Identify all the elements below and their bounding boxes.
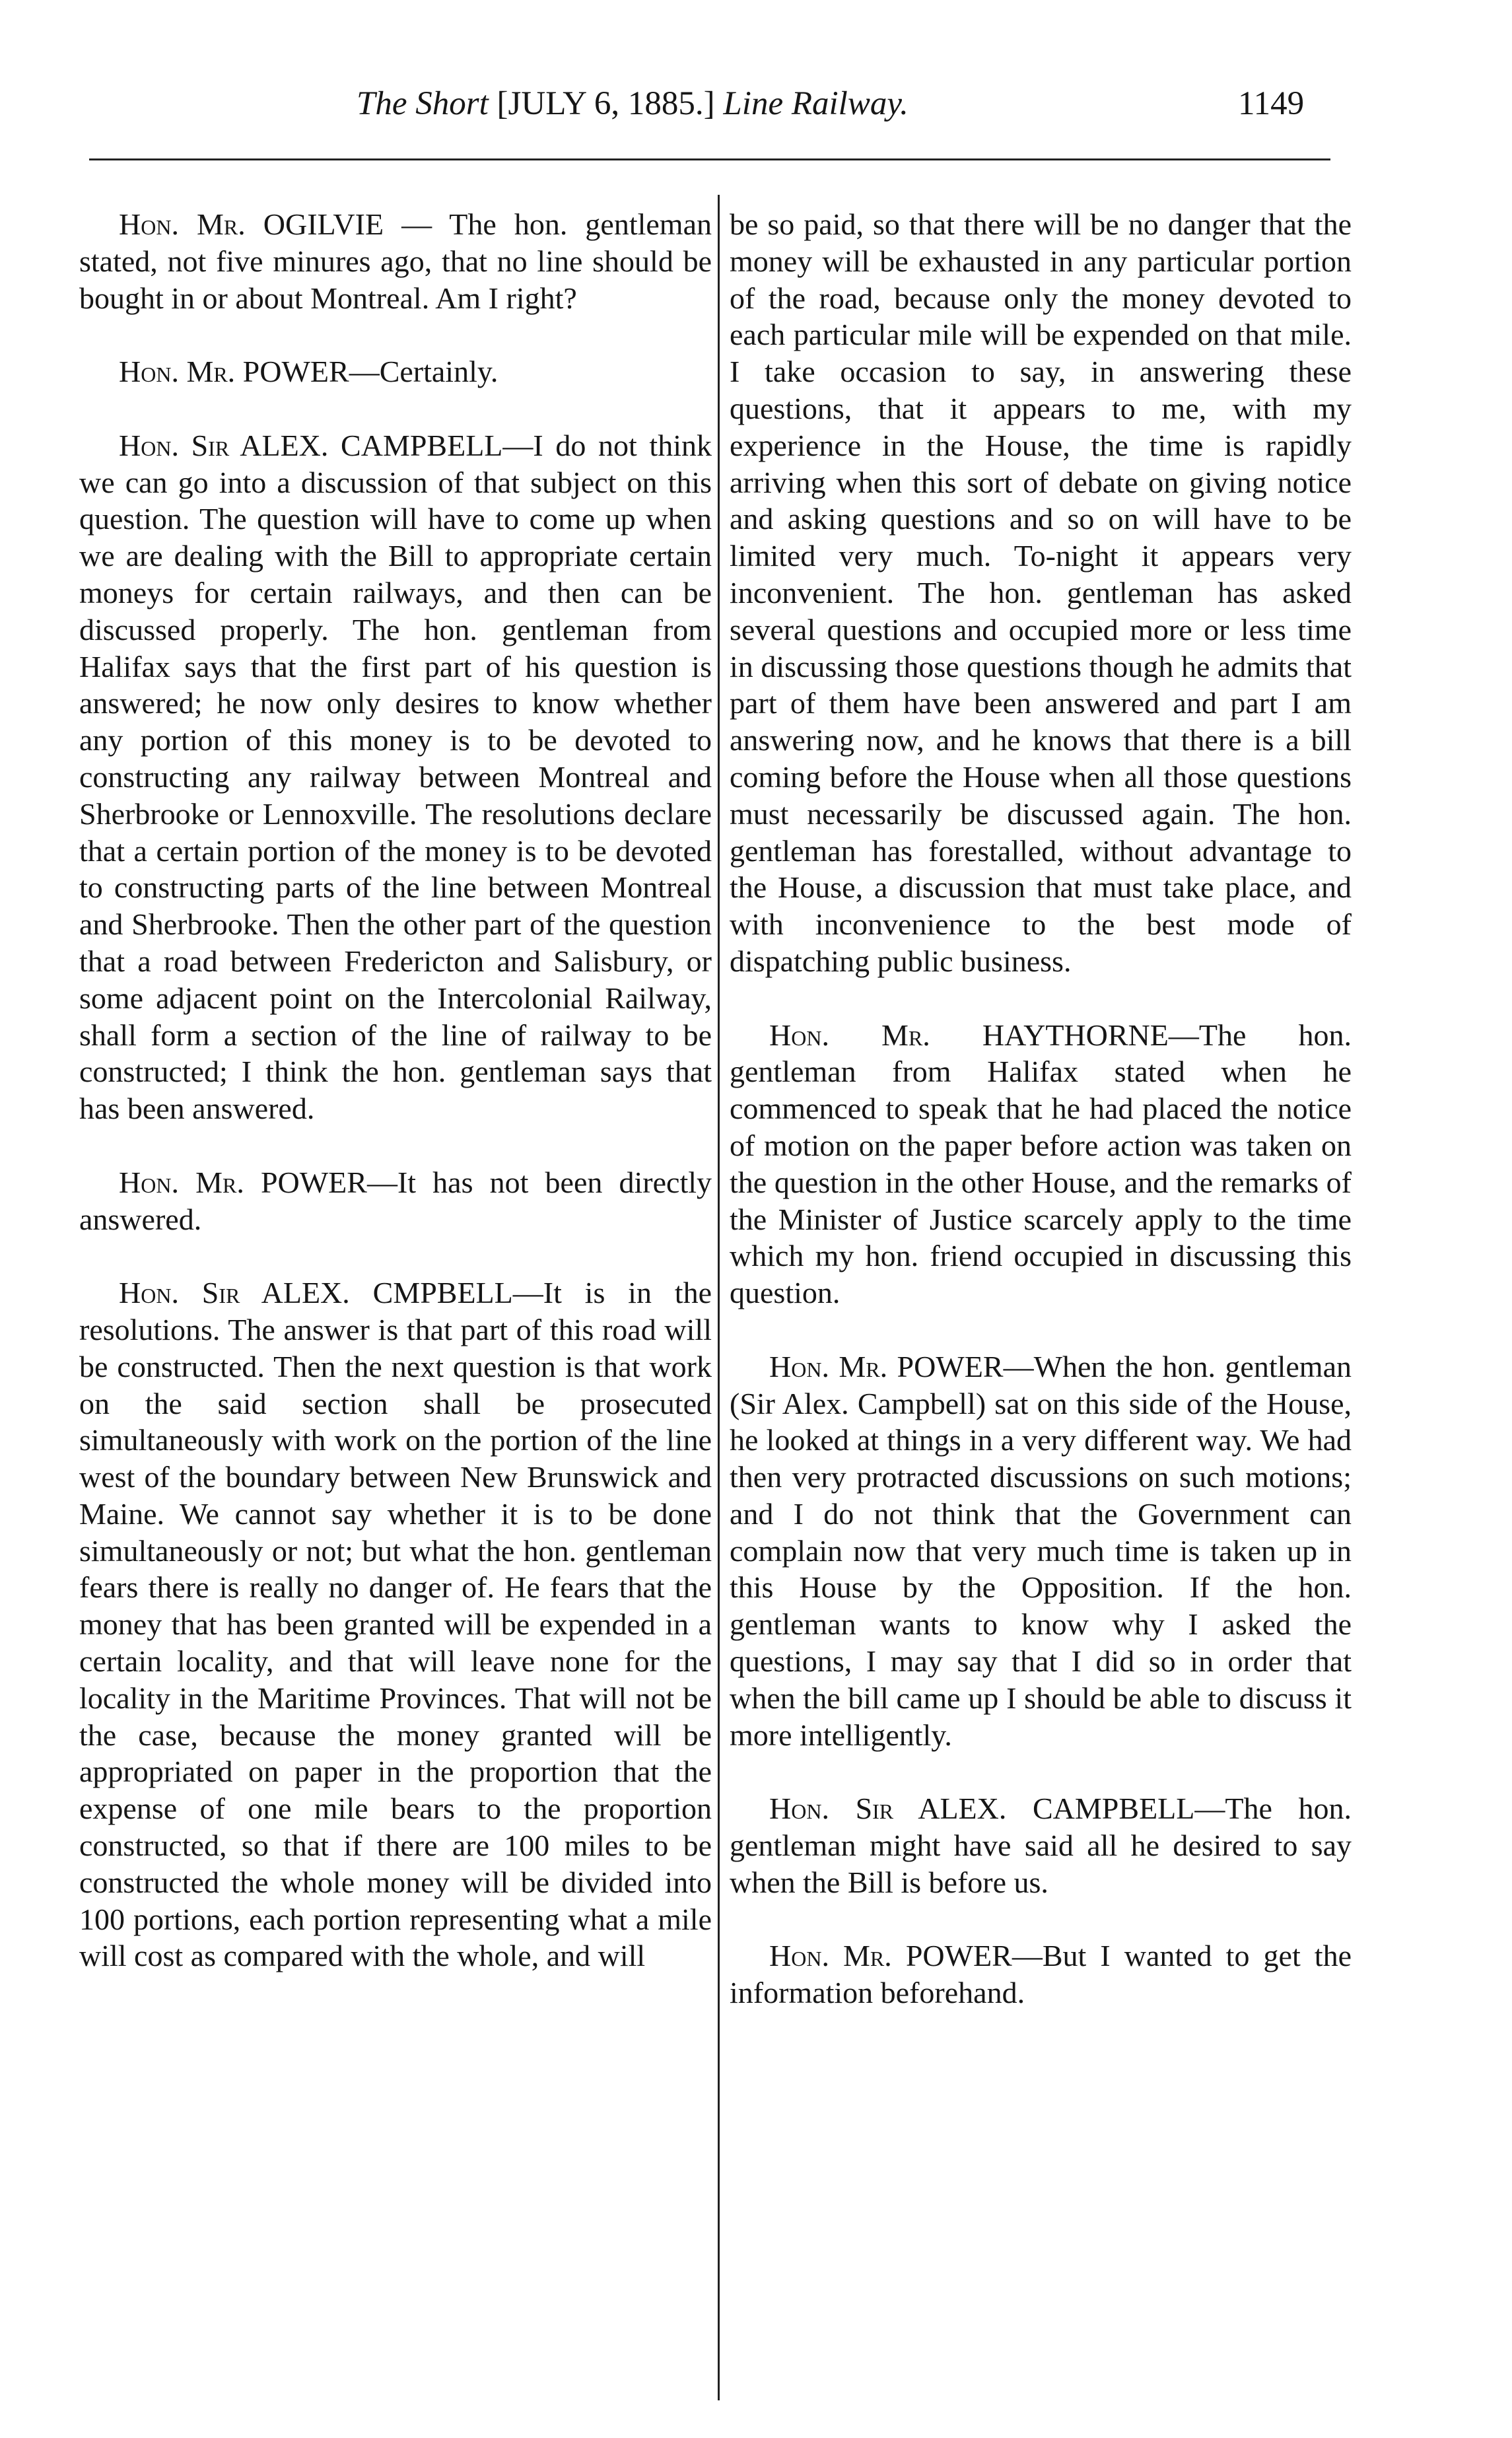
speech-text: —But I wanted to get the information beforehand.: [730, 1939, 1352, 2010]
speech-text: be so paid, so that there will be no danger that the money will be exhausted in any particular portion of the road, because only the money devoted to each particular mile will be expended on that mile. I take occasion to say, in answering these questions, that it appears to me, with my experience in the House, the time is rapidly arriving when this sort of debate on giving notice and asking questions and so on will have to be limited very much. To-night it appears very inconvenient. The hon. gentleman has asked several questions and occupied more or less time in discussing those questions though he admits that part of them have been answered and part I am answering now, and he knows that there is a bill coming before the House when all those questions must necessarily be discussed again. The hon. gentleman has forestalled, without advantage to the House, a discussion that must take place, and with inconvenience to the best mode of dispatching public business.: [730, 207, 1352, 978]
speech-power-1: [79, 353, 712, 390]
speaker-name: Hon. Sir ALEX. CAMPBELL: [769, 1792, 1195, 1826]
speech-campbell-1: [79, 427, 712, 1127]
header-rule: [89, 158, 1330, 160]
running-title-date: [JULY 6, 1885.]: [497, 85, 715, 122]
running-title-right: Line Railway.: [723, 85, 909, 122]
speech-power-3: [730, 1348, 1352, 1754]
speech-text: —The hon. gentleman from Halifax stated when he commenced to speak that he had placed the notice of motion on the paper before action was taken on the question in the other House, and the remarks of the Minister of Justice scarcely apply to the time which my hon. friend occupied in discussing this question.: [730, 1018, 1352, 1310]
speaker-name: Hon. Mr. POWER: [119, 1165, 367, 1199]
speech-ogilvie: [79, 206, 712, 316]
speech-text: —The hon. gentleman might have said all he desired to say when the Bill is before us.: [730, 1792, 1352, 1899]
speech-text: —Certainly.: [349, 355, 498, 389]
speaker-name: Hon. Sir ALEX. CMPBELL: [119, 1276, 513, 1310]
speech-text: —When the hon. gentleman (Sir Alex. Campbell) sat on this side of the House, he looked at things in a very different way. We had then very protracted discussions on such motions; and I do not think that the Government can complain now that very much time is taken up in this House by the Opposition. If the hon. gentleman wants to know why I asked the questions, I may say that I did so in order that when the bill came up I should be able to discuss it more intelligently.: [730, 1349, 1352, 1752]
speech-text: — The hon. gentleman stated, not five minures ago, that no line should be bought in or about Montreal. Am I right?: [79, 207, 712, 315]
running-title: [357, 85, 909, 123]
speaker-name: Hon. Mr. POWER: [769, 1349, 1004, 1383]
right-column: [730, 206, 1352, 2011]
running-title-left: The Short: [357, 85, 489, 122]
speech-text: —It has not been directly answered.: [79, 1165, 712, 1236]
speech-text: —It is in the resolutions. The answer is that part of this road will be constructed. Then the next question is that work on the said section shall be prosecuted simultaneously with work on the portion of the line west of the boundary between New Brunswick and Maine. We cannot say whether it is to be done simultaneously or not; but what the hon. gentleman fears there is really no danger of. He fears that the money that has been granted will be expended in a certain locality, and that will leave none for the locality in the Maritime Provinces. That will not be the case, because the money granted will be appropriated on paper in the proportion that the expense of one mile bears to the proportion constructed, so that if there are 100 miles to be constructed the whole money will be divided into 100 portions, each portion representing what a mile will cost as compared with the whole, and will: [79, 1276, 712, 1973]
speaker-name: Hon. Sir ALEX. CAMPBELL: [119, 428, 503, 462]
left-column: [79, 206, 712, 1974]
speech-power-4: [730, 1937, 1352, 2011]
running-header: [0, 85, 1512, 137]
speech-campbell-2-continued: [730, 206, 1352, 980]
speech-campbell-3: [730, 1790, 1352, 1900]
speaker-name: Hon. Mr. POWER: [119, 355, 349, 389]
speaker-name: Hon. Mr. OGILVIE: [119, 207, 384, 241]
page-number: 1149: [1238, 85, 1305, 122]
speech-haythorne: [730, 1017, 1352, 1311]
speech-power-2: [79, 1164, 712, 1238]
column-rule: [718, 195, 720, 2400]
speaker-name: Hon. Mr. POWER: [769, 1939, 1012, 1973]
speech-text: —I do not think we can go into a discussion of that subject on this question. The question will have to come up when we are dealing with the Bill to appropriate certain moneys for certain railways, and then can be discussed properly. The hon. gentleman from Halifax says that the first part of his question is answered; he now only desires to know whether any portion of this money is to be devoted to constructing any railway between Montreal and Sherbrooke or Lennoxville. The resolutions declare that a certain portion of the money is to be devoted to constructing parts of the line between Montreal and Sherbrooke. Then the other part of the question that a road between Fredericton and Salisbury, or some adjacent point on the Intercolonial Railway, shall form a section of the line of railway to be constructed; I think the hon. gentleman says that has been answered.: [79, 428, 712, 1126]
speech-campbell-2: [79, 1274, 712, 1974]
speaker-name: Hon. Mr. HAYTHORNE: [769, 1018, 1169, 1052]
